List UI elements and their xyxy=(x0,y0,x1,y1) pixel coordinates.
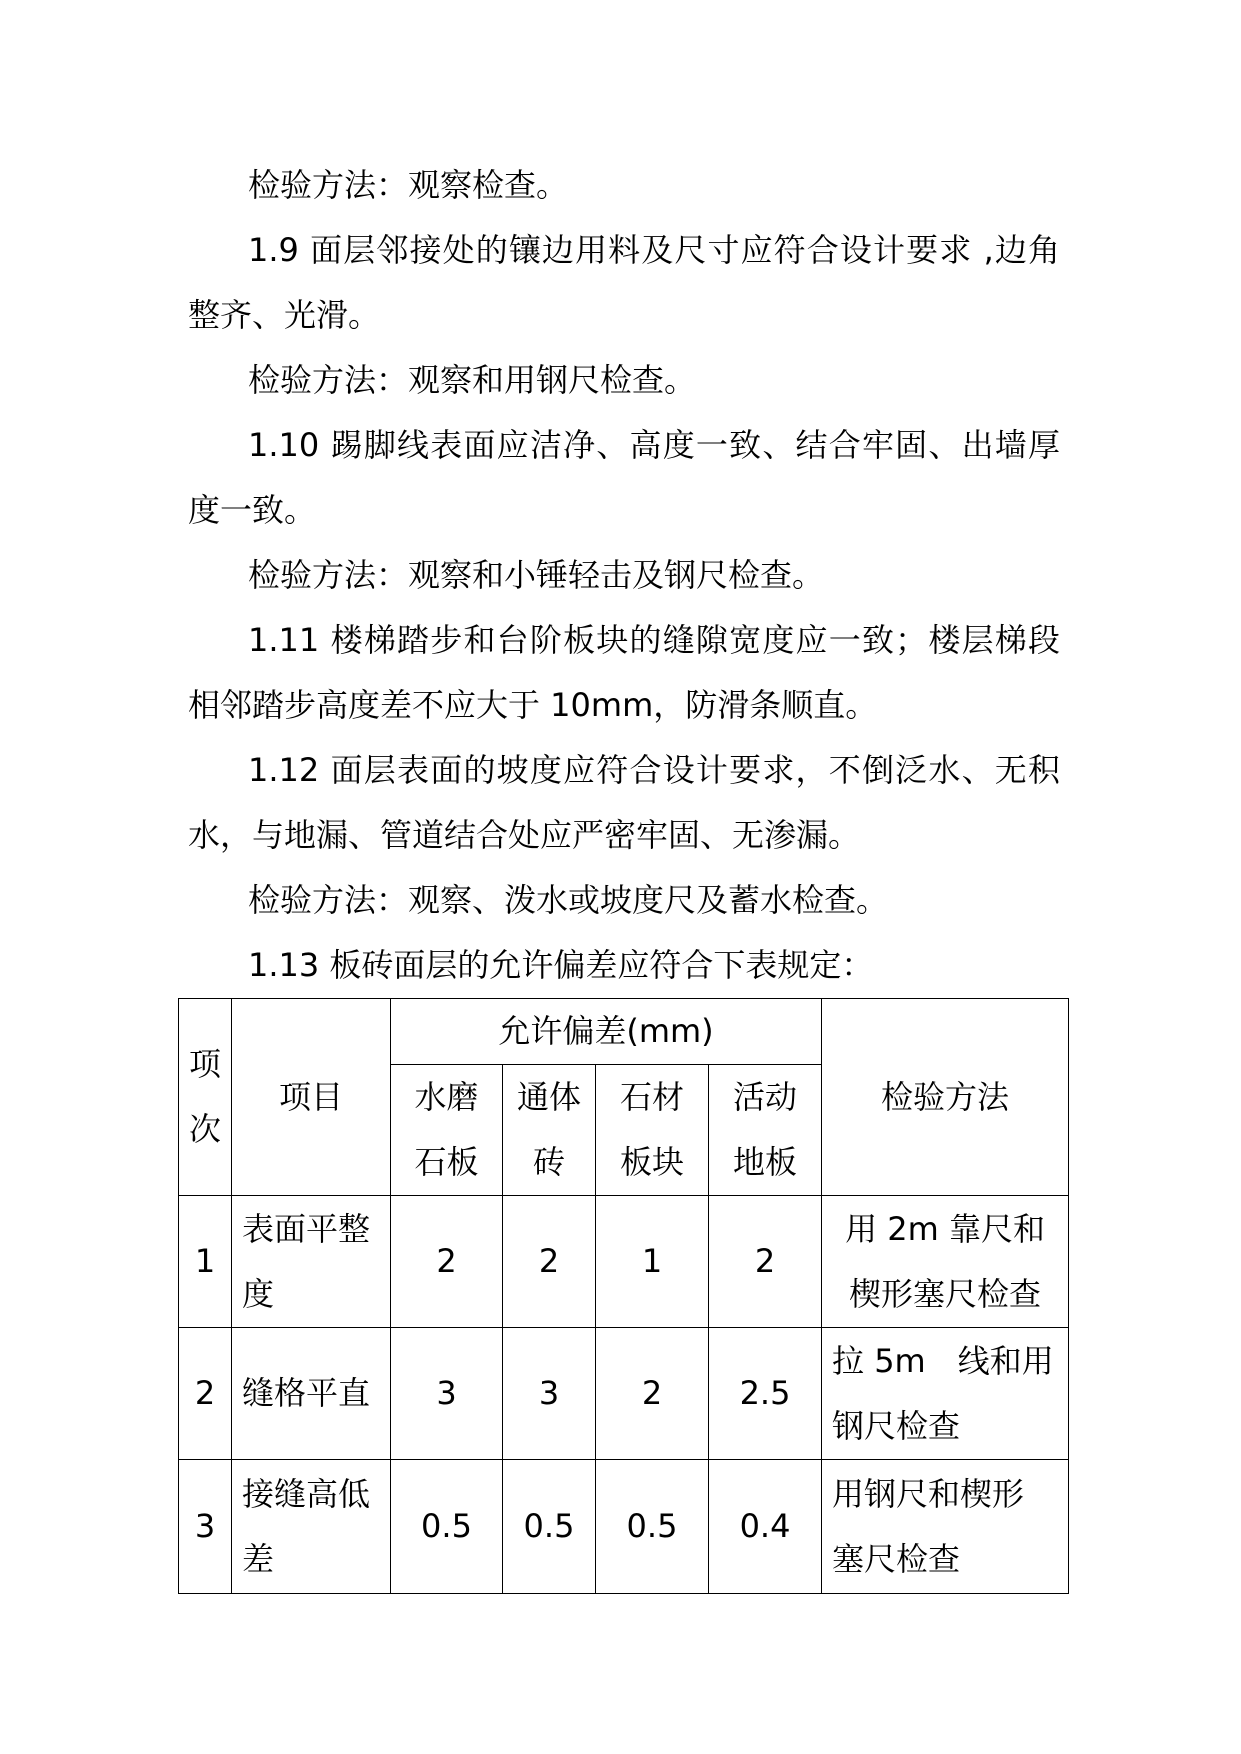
row-item-line-2: 差 xyxy=(242,1539,275,1578)
table-row xyxy=(179,1328,1069,1460)
row-value-cell: 0.5 xyxy=(503,1460,596,1594)
table-row xyxy=(179,1460,1069,1594)
row-method-line-1: 用钢尺和楔形 xyxy=(832,1474,1025,1513)
header-col-raised-floor-line-1: 活动 xyxy=(733,1078,798,1116)
header-col-porcelain-line-2: 砖 xyxy=(532,1143,565,1181)
paragraph-method-2: 检验方法：观察和用钢尺检查。 xyxy=(248,361,697,399)
header-col-stone-line-2: 板块 xyxy=(619,1143,684,1181)
row-method-cell xyxy=(822,1460,1069,1594)
header-col-terrazzo-line-2: 石板 xyxy=(414,1143,479,1181)
paragraph-1-9: 1.9 面层邻接处的镶边用料及尺寸应符合设计要求 ,边角整齐、光滑。 xyxy=(188,231,1060,334)
header-item-cell: 项目 xyxy=(232,999,391,1196)
row-value-cell: 3 xyxy=(391,1328,503,1460)
row-method-cell xyxy=(822,1196,1069,1328)
paragraph-1-11: 1.11 楼梯踏步和台阶板块的缝隙宽度应一致；楼层梯段相邻踏步高度差不应大于 10mm，防滑条顺直。 xyxy=(188,621,1060,724)
header-deviation-group-cell: 允许偏差(mm) xyxy=(391,999,822,1065)
header-col-stone-line-1: 石材 xyxy=(619,1078,684,1116)
row-item-line-1: 缝格平直 xyxy=(242,1374,371,1412)
paragraph-method-1: 检验方法：观察检查。 xyxy=(248,166,569,204)
paragraph-method-4: 检验方法：观察、泼水或坡度尺及蓄水检查。 xyxy=(248,881,889,919)
row-value-cell: 2 xyxy=(391,1196,503,1328)
row-item-cell xyxy=(232,1460,391,1594)
header-col-raised-floor-line-2: 地板 xyxy=(733,1143,798,1181)
header-col-porcelain-line-1: 通体 xyxy=(516,1078,581,1116)
paragraph-method-3: 检验方法：观察和小锤轻击及钢尺检查。 xyxy=(248,556,825,594)
row-seq-cell: 3 xyxy=(179,1460,232,1594)
header-seq-cell xyxy=(179,999,232,1196)
row-value-cell: 0.5 xyxy=(391,1460,503,1594)
header-col-terrazzo-line-1: 水磨 xyxy=(414,1078,479,1116)
row-item-line-2: 度 xyxy=(242,1274,275,1313)
paragraph-1-10: 1.10 踢脚线表面应洁净、高度一致、结合牢固、出墙厚度一致。 xyxy=(188,426,1060,529)
paragraph-1-12: 1.12 面层表面的坡度应符合设计要求，不倒泛水、无积水，与地漏、管道结合处应严密牢固、无渗漏。 xyxy=(188,751,1060,854)
header-seq-line-1: 项 xyxy=(188,1045,221,1083)
row-item-line-1: 接缝高低 xyxy=(242,1474,371,1513)
row-value-cell: 3 xyxy=(503,1328,596,1460)
row-seq-cell: 2 xyxy=(179,1328,232,1460)
row-method-cell xyxy=(822,1328,1069,1460)
row-item-line-1: 表面平整 xyxy=(242,1209,371,1248)
header-seq-line-2: 次 xyxy=(188,1110,221,1148)
row-item-cell xyxy=(232,1196,391,1328)
row-value-cell: 2 xyxy=(503,1196,596,1328)
row-seq-cell: 1 xyxy=(179,1196,232,1328)
table-row xyxy=(179,1196,1069,1328)
paragraph-1-13: 1.13 板砖面层的允许偏差应符合下表规定： xyxy=(248,946,874,984)
row-value-cell: 2 xyxy=(596,1328,709,1460)
row-method-line-2: 楔形塞尺检查 xyxy=(849,1274,1042,1313)
header-col-terrazzo xyxy=(391,1065,503,1196)
row-value-cell: 2 xyxy=(709,1196,822,1328)
row-value-cell: 0.5 xyxy=(596,1460,709,1594)
row-value-cell: 2.5 xyxy=(709,1328,822,1460)
row-value-cell: 0.4 xyxy=(709,1460,822,1594)
allowable-deviation-table xyxy=(178,998,1069,1594)
row-method-line-1: 拉 5m 线和用 xyxy=(832,1341,1054,1380)
header-col-raised-floor xyxy=(709,1065,822,1196)
row-method-line-2: 钢尺检查 xyxy=(832,1406,961,1445)
table-header-row-1 xyxy=(179,999,1069,1065)
row-value-cell: 1 xyxy=(596,1196,709,1328)
header-col-stone xyxy=(596,1065,709,1196)
row-method-line-2: 塞尺检查 xyxy=(832,1539,961,1578)
row-method-line-1: 用 2m 靠尺和 xyxy=(845,1209,1045,1248)
header-col-porcelain xyxy=(503,1065,596,1196)
row-item-cell xyxy=(232,1328,391,1460)
header-method-cell: 检验方法 xyxy=(822,999,1069,1196)
